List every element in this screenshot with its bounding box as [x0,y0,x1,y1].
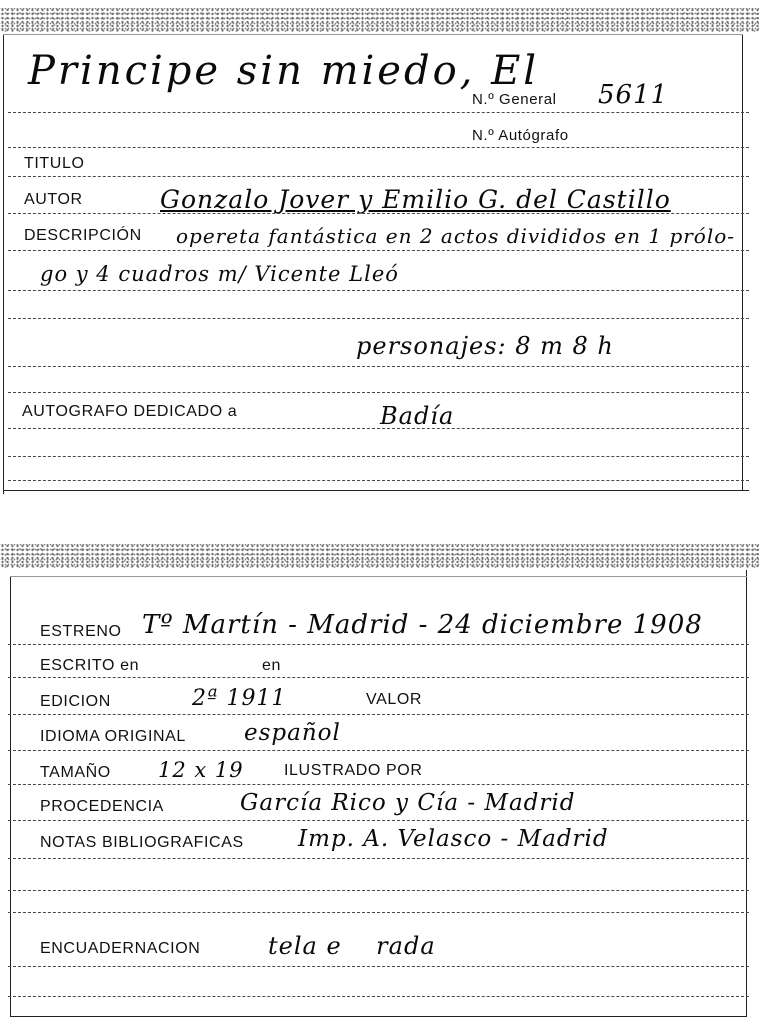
procedencia-label: PROCEDENCIA [40,798,164,815]
rule [8,456,749,457]
procedencia-value: García Rico y Cía - Madrid [240,790,576,816]
rule [8,147,749,148]
descripcion-line-2: go y 4 cuadros m/ Vicente Lleó [40,262,399,286]
card-left-edge [10,576,11,1016]
redaction-smudge [306,398,368,446]
valor-label: VALOR [366,691,423,708]
tamano-value: 12 x 19 [158,758,244,782]
autografo-number-label: N.º Autógrafo [472,127,569,144]
card-top-edge [3,34,743,35]
tamano-label: TAMAÑO [40,764,111,781]
edicion-label: EDICION [40,693,111,710]
card-bottom-edge [3,490,749,491]
idioma-value: español [244,720,341,746]
estreno-value: Tº Martín - Madrid - 24 diciembre 1908 [142,610,703,640]
card-right-edge [742,34,743,490]
rule [8,858,749,859]
notas-label: NOTAS BIBLIOGRAFICAS [40,834,244,851]
rule [8,820,749,821]
idioma-label: IDIOMA ORIGINAL [40,728,186,745]
rule [8,112,749,113]
rule [8,677,749,678]
edicion-value: 2ª 1911 [192,686,287,711]
descripcion-label: DESCRIPCIÓN [24,227,142,244]
autor-value: Gonzalo Jover y Emilio G. del Castillo [160,185,671,214]
encuadernacion-label: ENCUADERNACION [40,940,201,957]
catalog-card-top [0,0,759,500]
rule [8,912,749,913]
rule [8,996,749,997]
descripcion-line-1: opereta fantástica en 2 actos divididos en 1 prólo- [176,224,736,248]
rule [8,428,749,429]
rule [8,176,749,177]
general-number-value: 5611 [598,80,669,110]
rule [8,784,749,785]
rule [8,480,749,481]
rule [8,966,749,967]
personajes-note: personajes: 8 m 8 h [356,332,614,360]
card-left-edge [3,34,4,494]
card-bottom-edge [10,1016,747,1017]
rule [8,644,749,645]
card-right-edge [746,570,747,1016]
autor-label: AUTOR [24,191,83,208]
titulo-label: TITULO [24,155,85,172]
card-top-edge [10,576,747,577]
encuadernacion-value: tela e rada [268,932,436,960]
general-number-label: N.º General [472,91,557,108]
dedicado-label: AUTOGRAFO DEDICADO a [22,403,238,420]
rule [8,213,749,214]
dedicado-value: Badía [380,402,455,430]
estreno-label: ESTRENO [40,623,122,640]
rule [8,750,749,751]
rule [8,318,749,319]
escrito-label: ESCRITO en [40,657,140,674]
notas-value: Imp. A. Velasco - Madrid [298,826,609,852]
rule [8,890,749,891]
title-handwritten: Principe sin miedo, El [28,48,540,94]
ilustrado-label: ILUSTRADO POR [284,762,423,779]
rule [8,714,749,715]
card-top-edge-speckle [0,8,759,32]
rule [8,250,749,251]
catalog-card-bottom [0,540,759,1028]
rule [8,392,749,393]
rule [8,366,749,367]
card-top-edge-speckle [0,544,759,568]
escrito-en-label: en [262,657,281,674]
rule [8,290,749,291]
